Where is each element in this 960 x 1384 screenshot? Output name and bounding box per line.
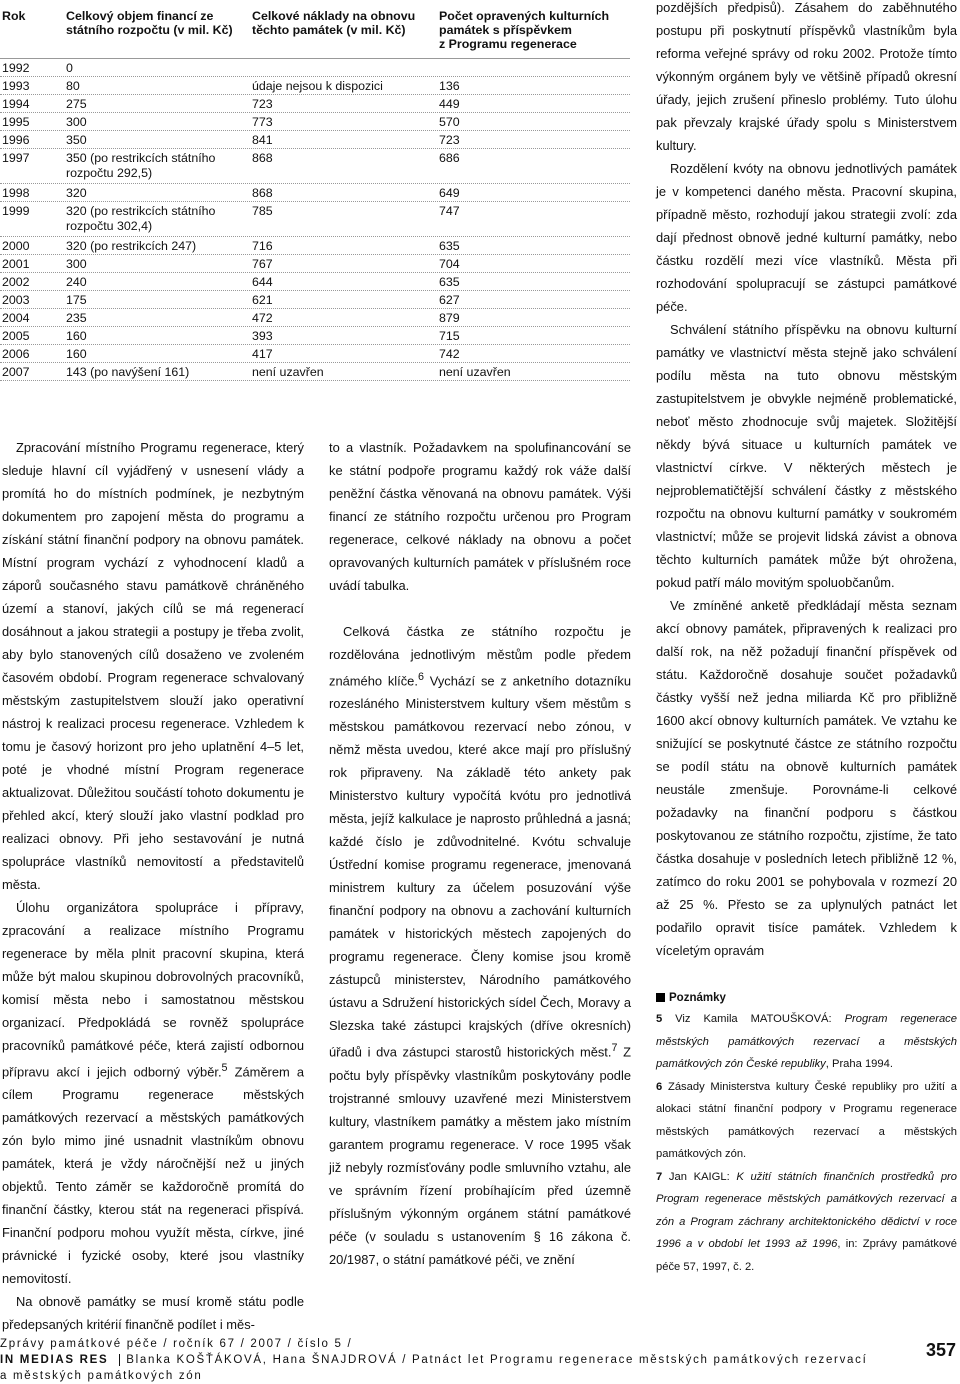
table-cell: 841 [252, 133, 273, 147]
paragraph: Úlohu organizátora spolupráce i přípravy, zpracování a realizace místního Programu regenerace by měla plnit pracovní skupina, která může být malou skupinou dobrovolných pracovníků, komisí města nebo i samostatnou městskou organizací. Předpokládá se rovněž spolupráce pracovníků památkové péče, která zajistí odbornou přípravu akcí i jejich odborný výběr.$^5$ Záměrem a cílem Programu regenerace městských památkových rezervací a městských památkových zón bylo mimo jiné usnadnit vlastníkům obnovu památek, která je vždy náročnější než u jiných objektů. Tento záměr se každoročně promítá do finanční částky, kterou stát na regeneraci přispívá. Finanční podporu mohou využít města, církve, jiné právnické i fyzické osoby, které jsou vlastníky nemovitostí. [2, 900, 304, 1287]
table-cell: 747 [439, 204, 460, 218]
table-row [0, 254, 630, 273]
notes-heading: Poznámky [656, 992, 957, 1004]
table-cell: 160 [66, 329, 87, 343]
paragraph: Schválení státního příspěvku na obnovu kulturní památky ve vlastnictví města stejně jako schválení podílu města na tuto obnovu městským zastupitelstvem je obvykle nejméně problematické, neboť město zhodnocuje svůj majetek. Složitější někdy bývá situace u kulturních památek ve vlastnictví církve. V některých městech je nejproblematičtější schválení částky z městského rozpočtu na obnovu kulturní památky v soukromém vlastnictví; může se projevit lidská závist a obnova těchto kulturních památek může být ohrožena, pokud patří málo movitým spoluobčanům. [656, 322, 957, 590]
table-cell: 715 [439, 329, 460, 343]
table-cell: 723 [252, 97, 273, 111]
table-row [0, 290, 630, 309]
table-cell: 350 [66, 133, 87, 147]
footnote-7: 7 Jan KAIGL: K užití státních finančních prostředků pro Program regenerace městských památkových rezervací a zón a Program záchrany architektonického dědictví v roce 1996 a v období let 1993 až 1996, in: Zprávy památkové péče 57, 1997, č. 2. [656, 1170, 957, 1273]
table-cell: 621 [252, 293, 273, 307]
footnotes [656, 992, 957, 1278]
table-cell: 627 [439, 293, 460, 307]
table-row [0, 183, 630, 202]
table-cell: 723 [439, 133, 460, 147]
table-row [0, 272, 630, 291]
table-row [0, 148, 630, 184]
text-column-2 [329, 436, 631, 1271]
table-cell: 240 [66, 275, 87, 289]
table-cell: 350 (po restrikcích státního rozpočtu 292,5) [66, 151, 216, 180]
paragraph: Na obnově památky se musí kromě státu podle předepsaných kritérií finančně podílet i měs- [2, 1294, 304, 1333]
table-row [0, 94, 630, 113]
footnote-5: 5 Viz Kamila MATOUŠKOVÁ: Program regenerace městských památkových rezervací a městských památkových zón České republiky, Praha 1994. [656, 1013, 957, 1070]
paragraph: to a vlastník. Požadavkem na spolufinancování se ke státní podpoře programu každý rok váže další peněžní částka věnovaná na obnovu památek. Výši financí ze státního rozpočtu určenou pro Program regenerace, celkové náklady na obnovu a počet opravovaných kulturních památek v příslušném roce uvádí tabulka. [329, 440, 631, 593]
table-cell: 2001 [2, 257, 30, 271]
table-cell: 136 [439, 79, 460, 93]
footnote-ref: 6 [417, 671, 424, 683]
table-cell: 143 (po navýšení 161) [66, 365, 190, 379]
table-cell: 393 [252, 329, 273, 343]
table-cell: 160 [66, 347, 87, 361]
table-cell: 742 [439, 347, 460, 361]
paragraph: Rozdělení kvóty na obnovu jednotlivých památek je v kompetenci daného města. Pracovní skupina, případně město, rozhodují jakou strategii zvolí: zda dají přednost obnově jedné kulturní památky, nebo částku rozdělí mezi více vlastníků. Města při rozhodování spolupracují se zástupci památkové péče. [656, 161, 957, 314]
table-cell: 649 [439, 186, 460, 200]
table-cell: 1995 [2, 115, 30, 129]
footnote-ref: 7 [611, 1042, 618, 1055]
journal-line: Zprávy památkové péče / ročník 67 / 2007 / číslo 5 / [0, 1338, 353, 1350]
table-cell: 644 [252, 275, 273, 289]
table-cell: 2002 [2, 275, 30, 289]
paragraph: Celková částka ze státního rozpočtu je rozdělována jednotlivým městům podle předem známého klíče.$^6$ Vychází se z anketního dotazníku rozesláného Ministerstvem kultury všem městům s městskou památkovou rezervací nebo zónou, v němž města uvedou, které akce mají pro příslušný rok připraveny. Na základě této ankety pak Ministerstvo kultury vypočítá kvótu pro jednotlivá města, jejíž kalkulace je naprosto průhledná a jasná; každé číslo je zdůvodnitelné. Kvótu schvaluje Ústřední komise programu regenerace, jmenovaná ministrem kultury za účelem posuzování výše finanční podpory na obnovu a zachování kulturních památek v historických městech zapojených do programu regenerace. Členy komise jsou kromě zástupců ministerstev, Národního památkového ústavu a Sdružení historických sídel Čech, Moravy a Slezska také zástupci krajských (dříve okresních) úřadů i dva zástupci starostů historických měst.$^7$ Z počtu byly příspěvky vlastníkům poskytovány podle trojstranné smlouvy uzavřené mezi Ministerstvem kultury, vlastníkem památky a městem jako místním garantem programu regenerace. V roce 1995 však již nebyly rozmísťovány podle smluvního vztahu, ale ve správním řízení probíhajícím před územně příslušným výkonným orgánem státní památkové péče (v souladu s ustanovením § 16 zákona č. 20/1987, o státní památkové péči, ve znění [329, 624, 631, 1267]
table-cell: není uzavřen [252, 365, 324, 379]
table-cell: údaje nejsou k dispozici [252, 79, 383, 93]
table-cell: 868 [252, 186, 273, 200]
paragraph: Zpracování místního Programu regenerace, který sleduje hlavní cíl vyjádřený v usnesení vlády a promítá ho do místních podmínek, je nezbytným dokumentem pro zapojení města do programu a získání státní finanční podpory na obnovu památek. Místní program vychází z vyhodnocení kladů a záporů současného stavu památkově chráněného území a stanoví, jakých cílů se má regenerací dosáhnout a jakou strategii a postupy je třeba zvolit, aby bylo stanovených cílů dosaženo ve zvoleném časovém období. Program regenerace schvalovaný městským zastupitelstvem slouží jako operativní nástroj k realizaci procesu regenerace. Vzhledem k tomu je časový horizont pro jeho uplatnění 4–5 let, poté je vhodné místní Program regenerace aktualizovat. Důležitou součástí tohoto dokumentu je přehled akcí, který slouží jako vlastní podklad pro realizaci obnovy. Při jeho sestavování je nutná spolupráce vlastníků nemovitostí a představitelů města. [2, 440, 304, 892]
table-cell: není uzavřen [439, 365, 511, 379]
table-cell: 300 [66, 115, 87, 129]
article-title-continued: a městských památkových zón [0, 1370, 203, 1382]
table-cell: 879 [439, 311, 460, 325]
table-cell: 320 (po restrikcích 247) [66, 239, 197, 253]
square-bullet-icon [656, 993, 665, 1002]
table-cell: 686 [439, 151, 460, 165]
table-row [0, 76, 630, 95]
table-cell: 300 [66, 257, 87, 271]
table-row [0, 58, 630, 77]
table-cell: 2007 [2, 365, 30, 379]
table-cell: 2004 [2, 311, 30, 325]
footnote-ref: 5 [221, 1062, 228, 1074]
table-row [0, 130, 630, 149]
text-column-1 [2, 436, 304, 1336]
table-cell: 1994 [2, 97, 30, 111]
table-cell: 704 [439, 257, 460, 271]
table-cell: 635 [439, 275, 460, 289]
table-header-year: Rok [2, 9, 26, 23]
table-cell: 868 [252, 151, 273, 165]
table-row [0, 326, 630, 345]
article-line [0, 1352, 960, 1368]
table-header-monuments-count: Počet opravených kulturních památek s příspěvkem z Programu regenerace [439, 9, 610, 51]
table-cell: 785 [252, 204, 273, 218]
table-cell: 1999 [2, 204, 30, 218]
paragraph: pozdějších předpisů). Zásahem do zaběhnutého postupu při poskytnutí příspěvků vlastníkům byla reforma veřejné správy od roku 2002. Protože tímto výkonným orgánem byly ve většině případů okresní úřady, jejich zrušení přineslo problémy. Tuto úlohu pak převzaly krajské úřady spolu s Ministerstvem kultury. [656, 0, 957, 153]
table-cell: 80 [66, 79, 80, 93]
table-cell: 773 [252, 115, 273, 129]
paragraph: Ve zmíněné anketě předkládají města seznam akcí obnovy památek, připravených k realizaci pro další rok, na něž požadují finanční příspěvek od státu. Každoročně dosahuje součet požadavků částky vyšší než jedna miliarda Kč pro přibližně 1600 akcí obnovy kulturních památek. Ve vztahu ke snižující se poskytnuté částce ze státního rozpočtu se podíl státu na obnově kulturních památek neustále zmenšuje. Porovnáme-li celkové požadavky na finanční podporu s částkou poskytovanou ze státního rozpočtu, zjistíme, že tato částka dosahuje v posledních letech přibližně 12 %, zatímco do roku 2001 se pohybovala v rozmezí 20 až 25 %. Přesto se za uplynulých patnáct let podařilo opravit tisíce památek. Vzhledem k víceletým opravám [656, 598, 957, 958]
text-column-3 [656, 0, 957, 962]
table-cell: 235 [66, 311, 87, 325]
section-label: IN MEDIAS RES [0, 1354, 109, 1366]
footnote-6: 6 Zásady Ministerstva kultury České republiky pro užití a alokaci státní finanční podpory v Programu regenerace městských památkových rezervací a městských památkových zón. [656, 1080, 957, 1160]
table-cell: 275 [66, 97, 87, 111]
table-cell: 635 [439, 239, 460, 253]
table-row [0, 201, 630, 237]
table-cell: 570 [439, 115, 460, 129]
table-cell: 1997 [2, 151, 30, 165]
page-number: 357 [925, 1340, 956, 1360]
table-cell: 175 [66, 293, 87, 307]
table-cell: 417 [252, 347, 273, 361]
table-row [0, 308, 630, 327]
table-header-state-budget: Celkový objem financí ze státního rozpočtu (v mil. Kč) [66, 9, 233, 37]
table-header-total-costs: Celkové náklady na obnovu těchto památek (v mil. Kč) [252, 9, 416, 37]
table-row [0, 362, 630, 381]
table-cell: 0 [66, 61, 73, 75]
table-cell: 1998 [2, 186, 30, 200]
table-cell: 1996 [2, 133, 30, 147]
table-cell: 1992 [2, 61, 30, 75]
table-row [0, 344, 630, 363]
table-cell: 1993 [2, 79, 30, 93]
table-cell: 767 [252, 257, 273, 271]
table-row [0, 112, 630, 131]
article-authors-title: Blanka KOŠŤÁKOVÁ, Hana ŠNAJDROVÁ / Patnáct let Programu regenerace městských památkových rezervací [126, 1354, 868, 1366]
table-cell: 2003 [2, 293, 30, 307]
table-cell: 449 [439, 97, 460, 111]
table-row [0, 236, 630, 255]
table-cell: 320 [66, 186, 87, 200]
table-cell: 2000 [2, 239, 30, 253]
table-cell: 2005 [2, 329, 30, 343]
table-cell: 2006 [2, 347, 30, 361]
table-cell: 472 [252, 311, 273, 325]
table-cell: 716 [252, 239, 273, 253]
page-footer [0, 1336, 960, 1384]
table-cell: 320 (po restrikcích státního rozpočtu 302,4) [66, 204, 216, 233]
